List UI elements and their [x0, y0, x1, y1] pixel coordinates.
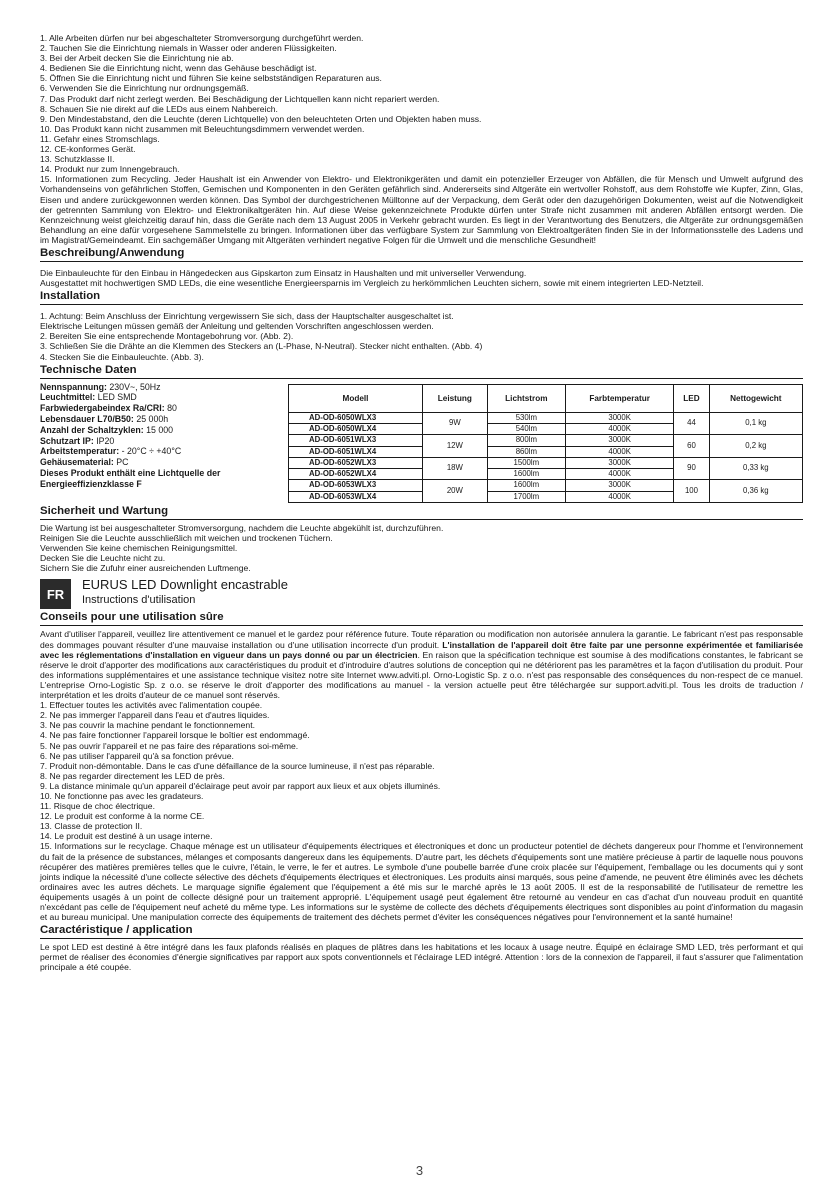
model-spec-table: [288, 384, 803, 503]
spec-line: Dieses Produkt enthält eine Lichtquelle der: [40, 468, 221, 478]
list-item: 3. Bei der Arbeit decken Sie die Einrichtung nie ab.: [40, 53, 234, 64]
column-header: Lichtstrom: [487, 384, 565, 412]
tech-spec-list: [40, 382, 280, 503]
document-page: [40, 33, 803, 972]
beschreibung-line: Die Einbauleuchte für den Einbau in Hängedecken aus Gipskarton zum Einsatz in Haushalten und mit universeller Verwendung.: [40, 267, 527, 278]
installation-line: Elektrische Leitungen müssen gemäß der Anleitung und geltenden Vorschriften angeschlossen werden.: [40, 321, 434, 332]
list-item: 1. Effectuer toutes les activités avec l'alimentation coupée.: [40, 700, 263, 711]
list-item: 6. Verwenden Sie die Einrichtung nur ordnungsgemäß.: [40, 83, 249, 94]
spec-line: Leuchtmittel: LED SMD: [40, 392, 137, 403]
installation-line: 2. Bereiten Sie eine entsprechende Montagebohrung vor. (Abb. 2).: [40, 331, 294, 342]
spec-line: Energieeffizienzklasse F: [40, 478, 142, 489]
table-row: AD-OD-6050WLX3 9W 530lm 3000K 44 0,1 kg: [289, 412, 803, 423]
installation-line: 4. Stecken Sie die Einbauleuchte. (Abb. 3).: [40, 351, 204, 362]
page-number: 3: [415, 1163, 424, 1178]
list-item: 14. Produkt nur zum Innengebrauch.: [40, 164, 180, 175]
list-item: 2. Tauchen Sie die Einrichtung niemals in Wasser oder anderen Flüssigkeiten.: [40, 43, 337, 54]
list-item: 11. Gefahr eines Stromschlags.: [40, 133, 160, 144]
table-row: AD-OD-6051WLX4 860lm 4000K: [289, 446, 803, 457]
table-row: AD-OD-6053WLX3 20W 1600lm 3000K 100 0,36 kg: [289, 480, 803, 491]
fr-recycling-paragraph: 15. Informations sur le recyclage. Chaque ménage est un utilisateur d'équipements électriques et électroniques et donc un producteur potentiel de déchets dangereux pour l'homme et l'environnement du fait de la présence de substances, mélanges et composants dangereux dans les équipements. D'autre part, les déchets d'équipements sont une matière précieuse à partir de laquelle nous pouvons récupérer des matières premières telles que le cuivre, l'étain, le verre, le fer et autres. Le symbole d'une poubelle barrée d'une croix placée sur l'équipement, l'emballage ou les documents qui y sont joints indique la nécessité d'une collecte sélective des déchets d'équipements électriques et électroniques. Les produits ainsi marqués, sous peine d'amende, ne peuvent être éliminés avec les déchets ordinaires avec les autres déchets. Le marquage signifie également que l'équipement a été mis sur le marché après le 13 août 2005. Il est de la responsabilité de l'utilisateur de remettre les équipements usagés à un point de collecte désigné pour un traitement approprié. L'équipement usagé peut également être retourné au vendeur en cas d'achat d'un nouveau produit en quantité n'excédant pas celle de l'équipement neuf acheté du même type. Les informations sur le système de collecte des déchets d'équipements électriques sont disponibles au point d'information du magasin et au bureau municipal. Une manipulation correcte des équipements de traitement des déchets permet d'éviter les conséquences négatives pour l'environnement et la santé humaine!: [40, 841, 803, 923]
list-item: 8. Ne pas regarder directement les LED de près.: [40, 770, 225, 781]
section-heading-caracteristique: Caractéristique / application: [40, 922, 803, 939]
list-item: 10. Das Produkt kann nicht zusammen mit Beleuchtungsdimmern verwendet werden.: [40, 123, 365, 134]
spec-line: Nennspannung: 230V~, 50Hz: [40, 381, 161, 392]
fr-warnings-list: [40, 700, 803, 841]
column-header: LED: [674, 384, 709, 412]
section-heading-technische-daten: Technische Daten: [40, 362, 803, 379]
list-item: 9. Den Mindestabstand, den die Leuchte (deren Lichtquelle) von den beleuchteten Orten und Objekten haben muss.: [40, 113, 482, 124]
list-item: 2. Ne pas immerger l'appareil dans l'eau et d'autres liquides.: [40, 710, 270, 721]
list-item: 5. Öffnen Sie die Einrichtung nicht und führen Sie keine selbstständigen Reparaturen aus.: [40, 73, 382, 84]
fr-intro-paragraph: Avant d'utiliser l'appareil, veuillez lire attentivement ce manuel et le gardez pour référence future. Toute réparation ou modification non autorisée annulera la garantie. Le fabricant n'est pas responsable des dommages pouvant résulter d'une mauvaise installation ou d'une utilisation incorrecte d'un produit. L'installation de l'appareil doit être faite par une personne expérimentée et familiarisée avec les réglementations d'installation en vigueur dans un pays donné ou par un électricien. En raison que la spécification technique est soumise à des modifications constantes, le fabricant se réserve le droit d'apporter des modifications aux caractéristiques du produit et d'introduire d'autres solutions de conception qui ne détériorent pas les paramètres et la façon d'utilisation du produit. Pour des informations supplémentaires et une assistance technique visitez notre site Internet www.adviti.pl. Orno-Logistic Sp. z o.o. n'est pas responsable des conséquences du non-respect de ce manuel. L'entreprise Orno-Logistic Sp. z o.o. se réserve le droit d'apporter des modifications au manuel - la version actuelle peut être téléchargée sur support.adviti.pl. Tous les droits de traduction / interprétation et les droits d'auteur de ce manuel sont réservés.: [40, 629, 804, 701]
language-badge-fr: FR: [40, 579, 71, 609]
list-item: 6. Ne pas utiliser l'appareil qu'à sa fonction prévue.: [40, 750, 234, 761]
technical-data: [40, 382, 803, 503]
list-item: 5. Ne pas ouvrir l'appareil et ne pas faire des réparations soi-même.: [40, 740, 299, 751]
beschreibung-line: Ausgestattet mit hochwertigen SMD LEDs, die eine wesentliche Energieersparnis im Vergleich zu herkömmlichen Leuchten sichern, sowie mit einem integrierten LED-Netzteil.: [40, 278, 704, 289]
spec-line: Arbeitstemperatur: - 20°C ÷ +40°C: [40, 446, 182, 457]
table-row: AD-OD-6051WLX3 12W 800lm 3000K 60 0,2 kg: [289, 435, 803, 446]
section-heading-conseils: Conseils pour une utilisation sûre: [40, 609, 803, 626]
section-heading-beschreibung: Beschreibung/Anwendung: [40, 245, 803, 262]
list-item: 4. Bedienen Sie die Einrichtung nicht, wenn das Gehäuse beschädigt ist.: [40, 63, 317, 74]
column-header: Leistung: [423, 384, 488, 412]
list-item: 12. Le produit est conforme à la norme CE.: [40, 811, 205, 822]
section-heading-installation: Installation: [40, 288, 803, 305]
list-item: 13. Schutzklasse II.: [40, 154, 115, 165]
list-item: 10. Ne fonctionne pas avec les gradateurs.: [40, 790, 204, 801]
column-header: Nettogewicht: [709, 384, 802, 412]
column-header: Modell: [289, 384, 423, 412]
fr-section-header: [40, 577, 803, 609]
list-item: 4. Ne pas faire fonctionner l'appareil lorsque le boîtier est endommagé.: [40, 730, 310, 741]
table-row: AD-OD-6050WLX4 540lm 4000K: [289, 423, 803, 434]
wartung-line: Die Wartung ist bei ausgeschalteter Stromversorgung, nachdem die Leuchte abgekühlt ist, durchzuführen.: [40, 523, 444, 533]
list-item: 8. Schauen Sie nie direkt auf die LEDs aus einem Nahbereich.: [40, 103, 278, 114]
spec-line: Lebensdauer L70/B50: 25 000h: [40, 414, 169, 425]
list-item: 9. La distance minimale qu'un appareil d'éclairage peut avoir par rapport aux lieux et aux objets illuminés.: [40, 780, 441, 791]
de-recycling-paragraph: 15. Informationen zum Recycling. Jeder Haushalt ist ein Anwender von Elektro- und Elektronikgeräten und damit ein potenzieller Erzeuger von Abfällen, die für Mensch und Umwelt aufgrund des Vorhandenseins von gefährlichen Stoffen, Gemischen und Komponenten in den Geräten gefährlich sind. Andererseits sind Altgeräte ein wertvoller Rohstoff, aus dem Rohstoffe wie Kupfer, Zinn, Glas, Eisen und andere zurückgewonnen werden können. Das Symbol der durchgestrichenen Mülltonne auf der Verpackung, dem Gerät oder den dazugehörigen Dokumenten, weist auf die Notwendigkeit der getrennten Sammlung von Elektro- und Elektronikaltgeräten hin. Auf diese Weise gekennzeichnete Produkte dürfen unter Strafe nicht zusammen mit anderen Abfällen entsorgt werden. Die Kennzeichnung weist gleichzeitig darauf hin, dass die Geräte nach dem 13 August 2005 in Verkehr gebracht wurden. Es liegt in der Verantwortung des Benutzers, die Altgeräte zur ordnungsgemäßen Behandlung an eine dafür vorgesehene Sammelstelle zu bringen. Informationen über das verfügbare System zur Sammlung von Elektroaltgeräten finden Sie in der Informationsstelle des Ladens und im Magistrat/Gemeindeamt. Ein sachgemäßer Umgang mit Altgeräten verhindert negative Folgen für die Umwelt und die menschliche Gesundheit!: [40, 174, 803, 245]
fr-caracteristique-paragraph: Le spot LED est destiné à être intégré dans les faux plafonds réalisés en plaques de plâtres dans les habitations et les locaux à usage neutre. Équipé en éclairage SMD LED, très performant et qui permet de réaliser des économies d'énergie significatives par rapport aux spots conventionnels et l'éclairage LED intégré. Attention : lors de la connexion de l'appareil, il faut s'assurer que l'alimentation principale a été coupée.: [40, 942, 803, 973]
list-item: 13. Classe de protection II.: [40, 821, 143, 832]
list-item: 3. Ne pas couvrir la machine pendant le fonctionnement.: [40, 720, 255, 731]
list-item: 7. Produit non-démontable. Dans le cas d'une défaillance de la source lumineuse, il n'est pas réparable.: [40, 760, 435, 771]
table-row: AD-OD-6052WLX4 1600lm 4000K: [289, 469, 803, 480]
table-row: AD-OD-6052WLX3 18W 1500lm 3000K 90 0,33 kg: [289, 457, 803, 468]
product-subtitle-fr: Instructions d'utilisation: [82, 594, 196, 607]
spec-line: Anzahl der Schaltzyklen: 15 000: [40, 424, 173, 435]
spec-line: Schutzart IP: IP20: [40, 435, 115, 446]
wartung-line: Reinigen Sie die Leuchte ausschließlich mit weichen und trockenen Tüchern.: [40, 533, 333, 544]
installation-line: 3. Schließen Sie die Drähte an die Klemmen des Steckers an (L-Phase, N-Neutral). Stecker nicht enthalten. (Abb. 4): [40, 341, 483, 352]
table-row: AD-OD-6053WLX4 1700lm 4000K: [289, 491, 803, 502]
list-item: 11. Risque de choc électrique.: [40, 801, 155, 812]
wartung-line: Decken Sie die Leuchte nicht zu.: [40, 553, 166, 564]
list-item: 7. Das Produkt darf nicht zerlegt werden. Bei Beschädigung der Lichtquellen kann nicht repariert werden.: [40, 93, 440, 104]
column-header: Farbtemperatur: [565, 384, 673, 412]
spec-line: Gehäusematerial: PC: [40, 457, 129, 468]
spec-line: Farbwiedergabeindex Ra/CRI: 80: [40, 403, 177, 414]
installation-line: 1. Achtung: Beim Anschluss der Einrichtung vergewissern Sie sich, dass der Hauptschalter ausgeschaltet ist.: [40, 311, 454, 322]
wartung-line: Sichern Sie die Zufuhr einer ausreichenden Luftmenge.: [40, 563, 251, 574]
list-item: 12. CE-konformes Gerät.: [40, 144, 136, 155]
product-title-fr: EURUS LED Downlight encastrable: [82, 577, 288, 593]
de-warnings-list: [40, 33, 803, 245]
section-heading-sicherheit-wartung: Sicherheit und Wartung: [40, 503, 803, 520]
wartung-line: Verwenden Sie keine chemischen Reinigungsmittel.: [40, 543, 238, 554]
table-header-row: [289, 384, 803, 412]
list-item: 1. Alle Arbeiten dürfen nur bei abgeschalteter Stromversorgung durchgeführt werden.: [40, 33, 364, 43]
list-item: 14. Le produit est destiné à un usage interne.: [40, 831, 213, 842]
